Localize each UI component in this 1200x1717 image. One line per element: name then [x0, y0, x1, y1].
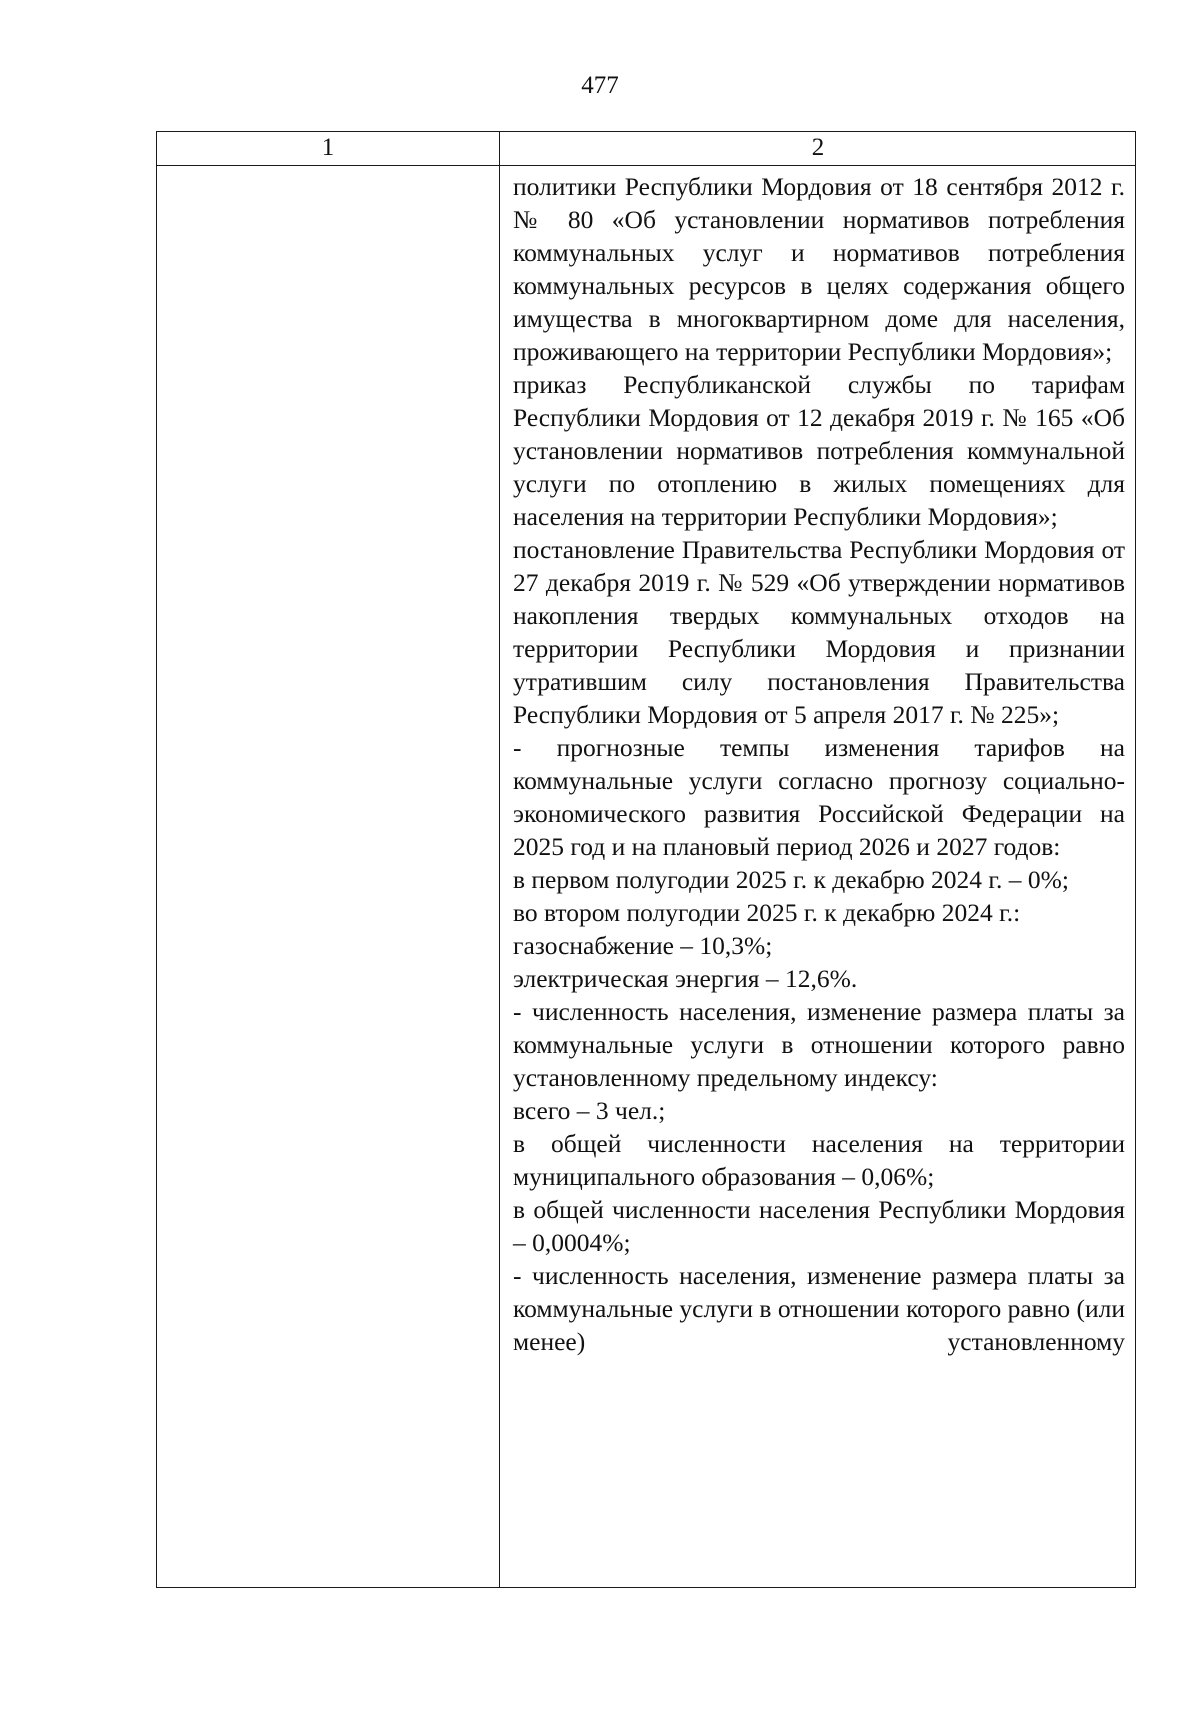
paragraph-order-165: приказ Республиканской службы по тарифам Республики Мордовия от 12 декабря 2019 г. № 165 «Об установлении нормативов потребления коммунальной услуги по отоплению в жилых помещениях для населения на территории Республики Мордовия»; [513, 370, 1125, 531]
paragraph-electricity: электрическая энергия – 12,6%. [513, 964, 858, 993]
paragraph-municipal-share: в общей численности населения на территории муниципального образования – 0,06%; [513, 1129, 1125, 1191]
paragraph-tariff-forecast: - прогнозные темпы изменения тарифов на коммунальные услуги согласно прогнозу социально-экономического развития Российской Федерации на 2025 год и на плановый период 2026 и 2027 годов: [513, 733, 1125, 861]
page-number: 477 [581, 72, 619, 99]
column-1-header: 1 [321, 134, 335, 161]
paragraph-population-equal-index: - численность населения, изменение размера платы за коммунальные услуги в отношении которого равно установленному предельному индексу: [513, 997, 1125, 1092]
paragraph-resolution-529: постановление Правительства Республики Мордовия от 27 декабря 2019 г. № 529 «Об утверждении нормативов накопления твердых коммунальных отходов на территории Республики Мордовия и признании утратившим силу постановления Правительства Республики Мордовия от 5 апреля 2017 г. № 225»; [513, 535, 1125, 729]
document-table [156, 131, 1136, 1588]
paragraph-first-half-2025: в первом полугодии 2025 г. к декабрю 2024 г. – 0%; [513, 865, 1069, 894]
column-divider [499, 132, 500, 1587]
paragraph-total-people: всего – 3 чел.; [513, 1096, 666, 1125]
paragraph-republic-share: в общей численности населения Республики Мордовия – 0,0004%; [513, 1195, 1125, 1257]
table-header-row [157, 132, 1135, 166]
column-2-content [513, 170, 1200, 1358]
paragraph-population-equal-or-less: - численность населения, изменение размера платы за коммунальные услуги в отношении которого равно (или менее) установленному [513, 1261, 1125, 1356]
paragraph-gas-supply: газоснабжение – 10,3%; [513, 931, 773, 960]
paragraph-decree-80: политики Республики Мордовия от 18 сентября 2012 г. № 80 «Об установлении нормативов потребления коммунальных услуг и нормативов потребления коммунальных ресурсов в целях содержания общего имущества в многоквартирном доме для населения, проживающего на территории Республики Мордовия»; [513, 172, 1125, 366]
column-2-header: 2 [811, 134, 825, 161]
paragraph-second-half-2025: во втором полугодии 2025 г. к декабрю 2024 г.: [513, 898, 1021, 927]
